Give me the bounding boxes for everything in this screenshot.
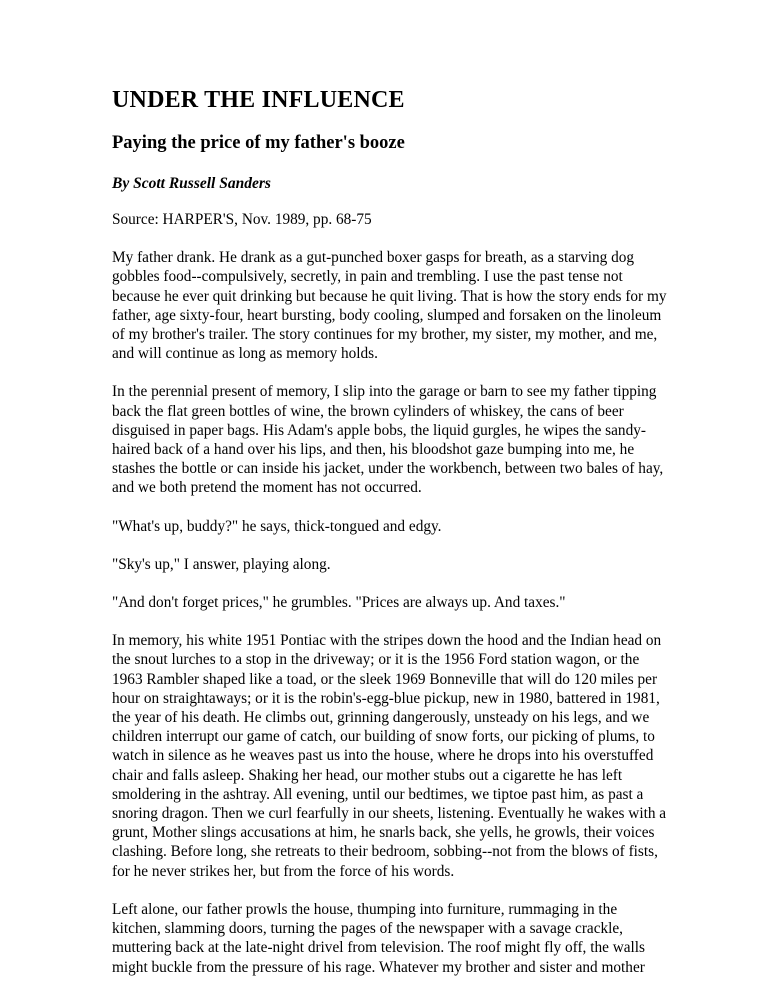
body-paragraph: My father drank. He drank as a gut-punched boxer gasps for breath, as a starving dog gobbles food--compulsively, secretly, in pain and trembling. I use the past tense not because he ever quit drinking but because he quit living. That is how the story ends for my father, age sixty-four, heart bursting, body cooling, slumped and forsaken on the linoleum of my brother's trailer. The story continues for my brother, my sister, my mother, and me, and will continue as long as memory holds. <box>112 249 667 363</box>
article-title: UNDER THE INFLUENCE <box>112 87 405 113</box>
body-paragraph: "Sky's up," I answer, playing along. <box>112 555 331 573</box>
article-body <box>112 248 668 977</box>
article-byline: By Scott Russell Sanders <box>112 175 271 192</box>
body-paragraph: "What's up, buddy?" he says, thick-tongued and edgy. <box>112 517 442 535</box>
article-source: Source: HARPER'S, Nov. 1989, pp. 68-75 <box>112 211 372 228</box>
body-paragraph: In the perennial present of memory, I slip into the garage or barn to see my father tipping back the flat green bottles of wine, the brown cylinders of whiskey, the cans of beer disguised in paper bags. His Adam's apple bobs, the liquid gurgles, he wipes the sandy-haired back of a hand over his lips, and then, his bloodshot gaze bumping into me, he stashes the bottle or can inside his jacket, under the workbench, between two bales of hay, and we both pretend the moment has not occurred. <box>112 383 664 497</box>
body-paragraph: Left alone, our father prowls the house, thumping into furniture, rummaging in the kitchen, slamming doors, turning the pages of the newspaper with a savage crackle, muttering back at the late-night drivel from television. The roof might fly off, the walls might buckle from the pressure of his rage. Whatever my brother and sister and mother <box>112 900 645 976</box>
body-paragraph: "And don't forget prices," he grumbles. "Prices are always up. And taxes." <box>112 594 566 612</box>
article-subtitle: Paying the price of my father's booze <box>112 133 405 153</box>
body-paragraph: In memory, his white 1951 Pontiac with the stripes down the hood and the Indian head on the snout lurches to a stop in the driveway; or it is the 1956 Ford station wagon, or the 1963 Rambler shaped like a toad, or the sleek 1969 Bonneville that will do 120 miles per hour on straightaways; or it is the robin's-egg-blue pickup, new in 1980, battered in 1981, the year of his death. He climbs out, grinning dangerously, unsteady on his legs, and we children interrupt our game of catch, our building of snow forts, our picking of plums, to watch in silence as he weaves past us into the house, where he drops into his overstuffed chair and falls asleep. Shaking her head, our mother stubs out a cigarette he has left smoldering in the ashtray. All evening, until our bedtimes, we tiptoe past him, as past a snoring dragon. Then we curl fearfully in our sheets, listening. Eventually he wakes with a grunt, Mother slings accusations at him, he snarls back, she yells, he growls, their voices clashing. Before long, she retreats to their bedroom, sobbing--not from the blows of fists, for he never strikes her, but from the force of his words. <box>112 632 667 880</box>
